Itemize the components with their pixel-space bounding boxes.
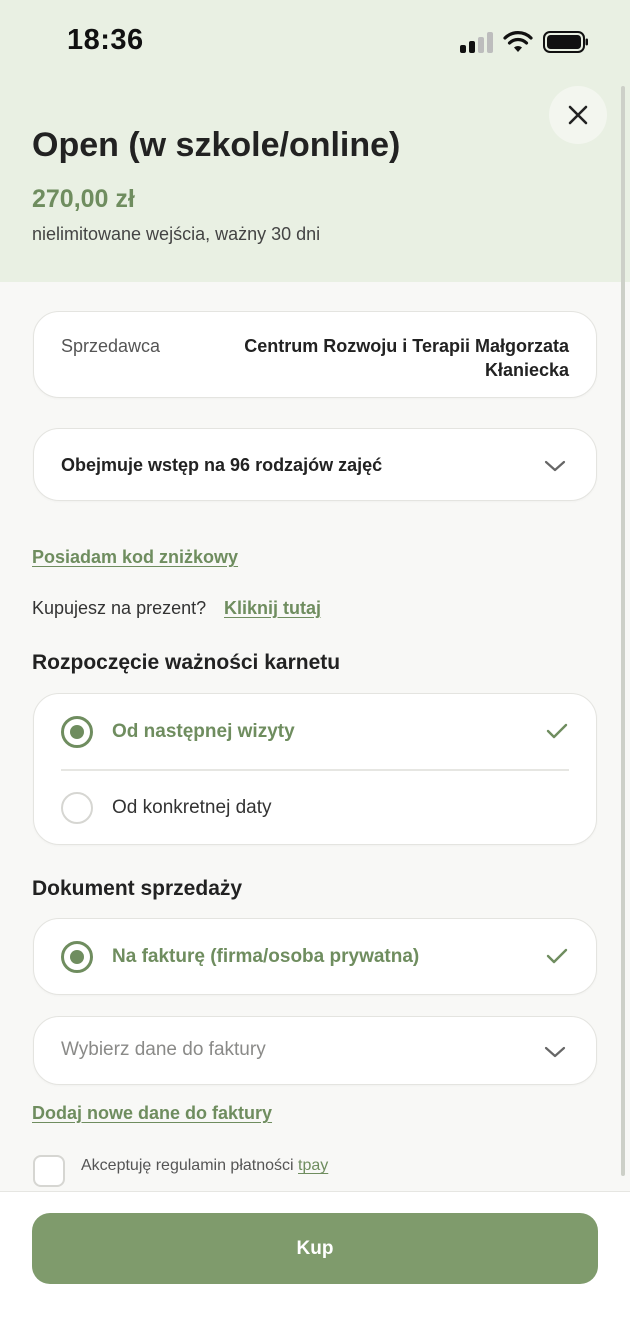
status-time: 18:36 xyxy=(67,24,144,56)
invoice-select-placeholder: Wybierz dane do faktury xyxy=(61,1039,266,1060)
terms-text: Akceptuję regulamin płatności xyxy=(81,1157,294,1174)
seller-label: Sprzedawca xyxy=(61,336,161,356)
bottom-bar xyxy=(0,1191,630,1330)
terms-link[interactable]: tpay xyxy=(298,1157,329,1174)
radio-button[interactable] xyxy=(61,716,93,748)
terms-checkbox[interactable] xyxy=(33,1155,65,1187)
validity-option-label: Od następnej wizyty xyxy=(112,721,295,742)
validity-options xyxy=(33,693,597,845)
seller-value: Centrum Rozwoju i Terapii Małgorzata Kłaniecka xyxy=(244,336,569,380)
document-section-title: Dokument sprzedaży xyxy=(32,877,243,900)
classes-dropdown[interactable] xyxy=(33,428,597,501)
validity-section-title: Rozpoczęcie ważności karnetu xyxy=(32,651,341,674)
radio-button[interactable] xyxy=(61,941,93,973)
checkmark-icon xyxy=(546,723,568,739)
chevron-down-icon xyxy=(544,459,566,473)
wifi-icon xyxy=(503,30,533,54)
classes-label: Obejmuje wstęp na 96 rodzajów zajęć xyxy=(61,455,383,475)
divider xyxy=(61,769,569,771)
discount-code-link[interactable]: Posiadam kod zniżkowy xyxy=(32,547,239,567)
invoice-data-select[interactable] xyxy=(33,1016,597,1085)
document-option-label: Na fakturę (firma/osoba prywatna) xyxy=(112,946,420,967)
signal-icon xyxy=(460,31,494,53)
document-option-invoice[interactable] xyxy=(33,918,597,995)
terms-label xyxy=(81,1157,328,1175)
add-invoice-data-link[interactable]: Dodaj nowe dane do faktury xyxy=(32,1103,273,1123)
radio-button[interactable] xyxy=(61,792,93,824)
close-button[interactable] xyxy=(549,86,607,144)
close-icon xyxy=(568,105,588,125)
pass-title: Open (w szkole/online) xyxy=(32,126,401,164)
chevron-down-icon xyxy=(544,1045,566,1059)
battery-icon xyxy=(543,31,589,53)
validity-option-label: Od konkretnej daty xyxy=(112,797,272,818)
gift-question: Kupujesz na prezent? xyxy=(32,598,207,618)
scrollbar[interactable] xyxy=(621,86,625,1176)
checkmark-icon xyxy=(546,948,568,964)
pass-price: 270,00 zł xyxy=(32,185,135,213)
pass-subtitle: nielimitowane wejścia, ważny 30 dni xyxy=(32,224,321,244)
gift-link[interactable]: Kliknij tutaj xyxy=(224,598,322,618)
status-bar xyxy=(0,0,630,84)
seller-card xyxy=(33,311,597,398)
buy-button[interactable]: Kup xyxy=(32,1213,598,1284)
